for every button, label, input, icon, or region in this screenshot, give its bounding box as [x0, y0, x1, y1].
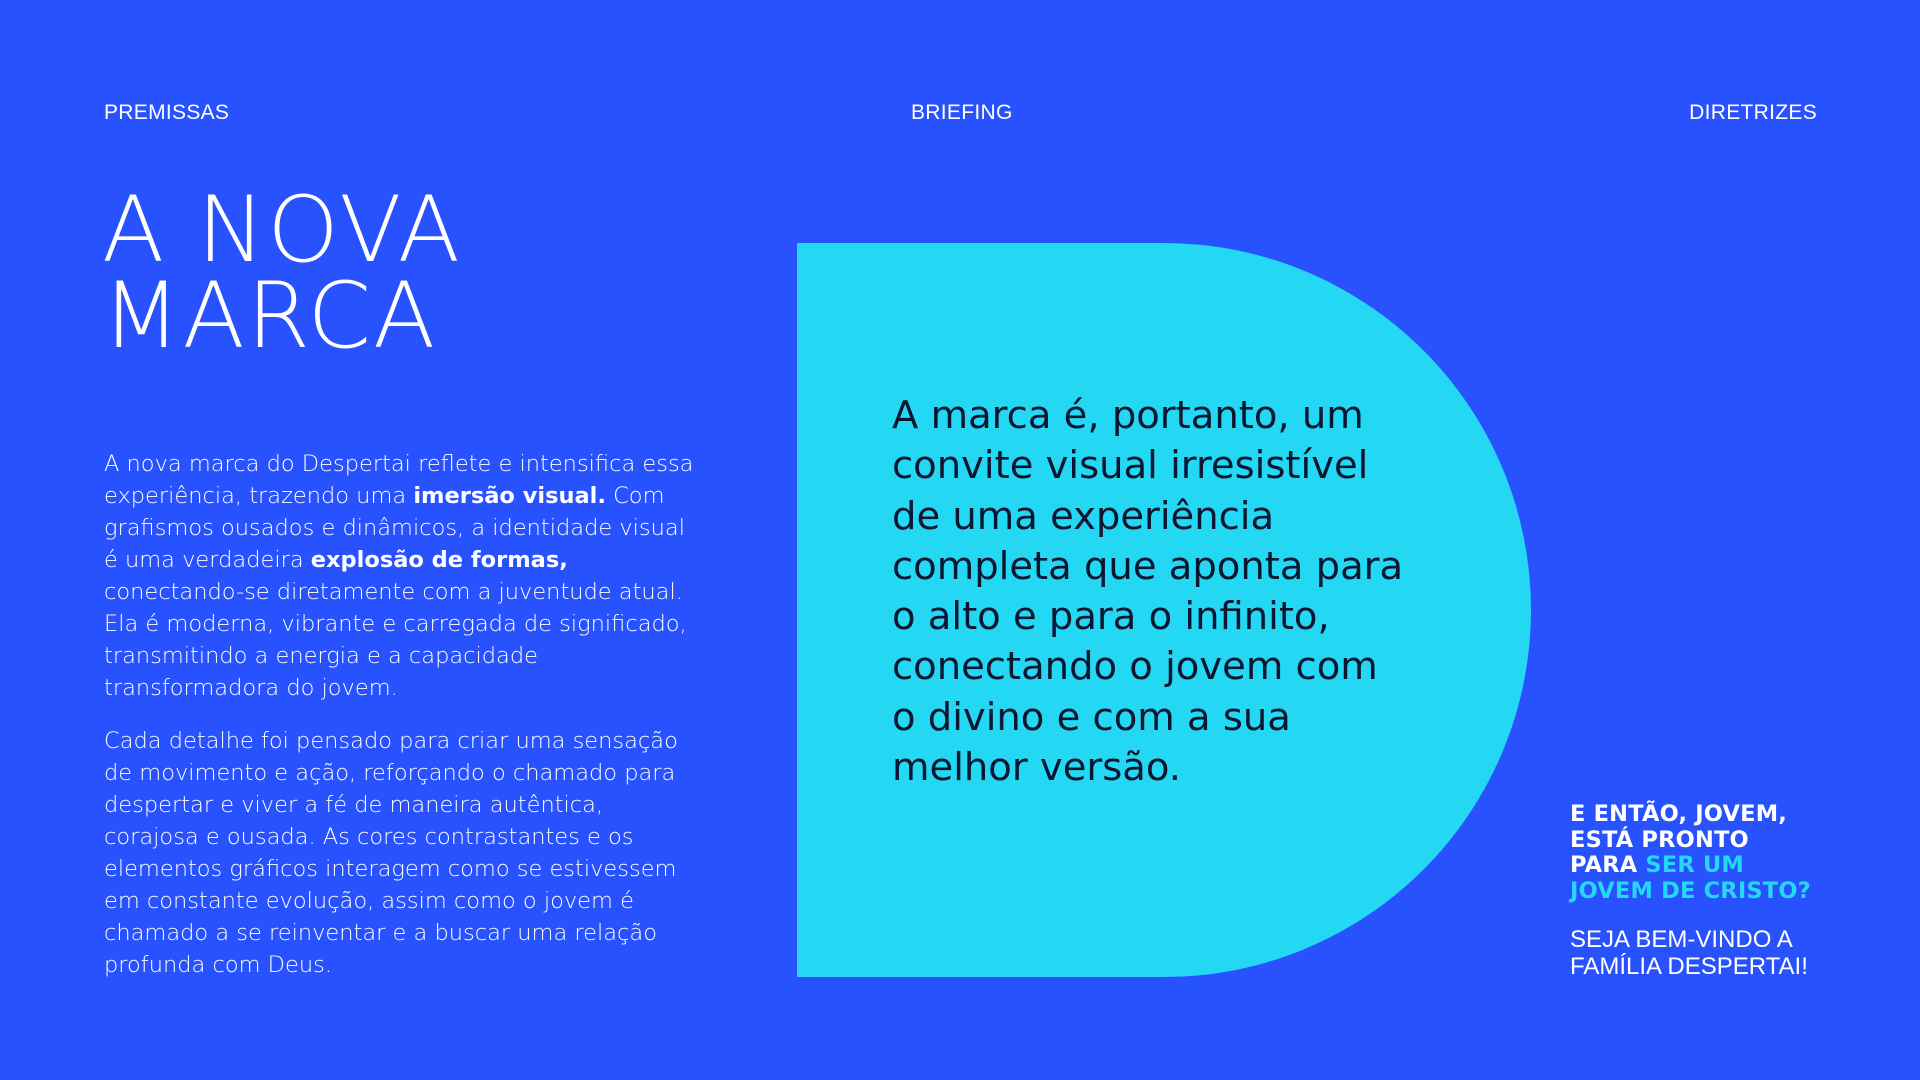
intro-paragraph — [104, 448, 694, 704]
cta-heading — [1570, 802, 1870, 904]
brand-quote: A marca é, portanto, um convite visual irresistível de uma experiência completa que aponta para o alto e para o infinito, conectando o jovem com o divino e com a sua melhor versão. — [892, 393, 1404, 791]
intro-highlight-1: imersão visual. — [413, 483, 606, 509]
intro-text-1: A nova marca do Despertai reflete e intensifica essa experiência, trazendo uma — [104, 451, 694, 509]
cta-line-3: PARA — [1570, 852, 1646, 878]
cta-accent-2: JOVEM DE CRISTO? — [1570, 877, 1811, 904]
intro-text-3: conectando-se diretamente com a juventude atual. Ela é moderna, vibrante e carregada de significado, transmitindo a energia e a capacidade transformadora do jovem. — [104, 579, 687, 701]
welcome-line-2: FAMÍLIA DESPERTAI! — [1570, 953, 1808, 980]
page-title — [102, 178, 462, 369]
intro-highlight-2: explosão de formas, — [310, 547, 568, 573]
welcome-line-1: SEJA BEM-VINDO A — [1570, 926, 1793, 953]
page-title-line-1: A NOVA — [102, 178, 462, 283]
detail-paragraph: Cada detalhe foi pensado para criar uma sensação de movimento e ação, reforçando o chamado para despertar e viver a fé de maneira autêntica, corajosa e ousada. As cores contrastantes e os elementos gráficos interagem como se estivessem em constante evolução, assim como o jovem é chamado a se reinventar e a buscar uma relação profunda com Deus. — [104, 728, 678, 978]
page-title-line-2: MARCA — [102, 264, 438, 369]
intro-text-2: Com grafismos ousados e dinâmicos, a identidade visual é uma verdadeira — [104, 483, 685, 573]
welcome-text — [1570, 926, 1870, 980]
cta-line-2: ESTÁ PRONTO — [1570, 826, 1749, 853]
nav-link-premissas[interactable]: PREMISSAS — [104, 101, 230, 124]
nav-link-diretrizes[interactable]: DIRETRIZES — [1689, 101, 1817, 124]
nav-link-briefing[interactable]: BRIEFING — [911, 101, 1013, 124]
cta-line-1: E ENTÃO, JOVEM, — [1570, 801, 1788, 827]
cta-accent-1: SER UM — [1645, 852, 1745, 878]
